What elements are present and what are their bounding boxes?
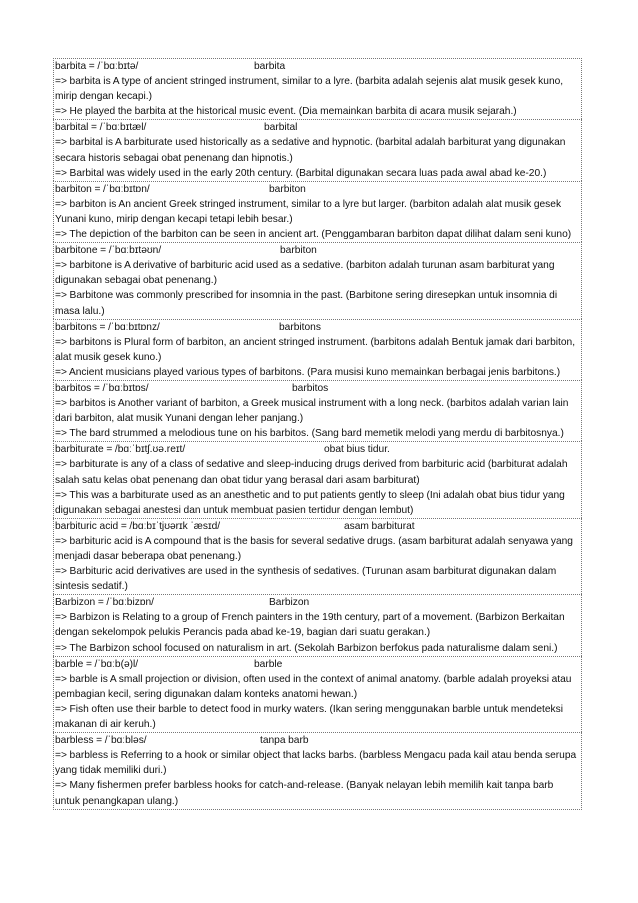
entry-barbitos	[53, 380, 582, 441]
definition: => barbitone is A derivative of barbituric acid used as a sedative. (barbiton adalah turunan asam barbiturat yang digunakan sebagai obat penenang.)	[55, 260, 555, 287]
entry-barbizon	[53, 594, 582, 655]
definition: => barbituric acid is A compound that is the basis for several sedative drugs. (asam barbiturat adalah senyawa yang menjadi dasar beberapa obat penenang.)	[55, 535, 573, 562]
entry-barbless	[53, 732, 582, 809]
entry-barbitone	[53, 242, 582, 318]
translation: barble	[254, 658, 283, 670]
definition: => barbital is A barbiturate used historically as a sedative and hypnotic. (barbital adalah barbiturat yang digunakan secara historis sebagai obat penenang dan hipnotis.)	[55, 137, 566, 164]
headword: barble = /ˈbɑːb(ə)l/	[55, 658, 139, 670]
headword: barbita = /ˈbɑːbɪtə/	[55, 61, 139, 72]
definition: => barbita is A type of ancient stringed instrument, similar to a lyre. (barbita adalah sejenis alat musik gesek kuno, mirip dengan kecapi.)	[55, 76, 564, 103]
entry-header	[54, 657, 581, 672]
headword: barbless = /ˈbɑːbləs/	[55, 735, 147, 747]
headword: barbituric acid = /bɑːbɪˈtjʊərɪk ˈæsɪd/	[55, 520, 221, 532]
entry-header	[54, 243, 581, 258]
entry-barbital	[53, 119, 582, 180]
entry-barbiton	[53, 181, 582, 242]
entry-header	[54, 595, 581, 610]
example: => This was a barbiturate used as an anesthetic and to put patients gently to sleep (Ini adalah obat bius tidur yang digunakan sebagai anestesi dan untuk membuat pasien tertidur dengan lembut)	[55, 489, 565, 516]
example: => He played the barbita at the historical music event. (Dia memainkan barbita di acara musik sejarah.)	[55, 106, 517, 118]
translation: barbitons	[279, 321, 321, 333]
headword: barbital = /ˈbɑːbɪtæl/	[55, 122, 147, 134]
definition: => barbiturate is any of a class of sedative and sleep-inducing drugs derived from barbituric acid (barbiturat adalah salah satu kelas obat penenang dan obat tidur yang berasal dari asam barbiturat)	[55, 459, 568, 486]
headword: barbitone = /ˈbɑːbɪtəʊn/	[55, 245, 162, 257]
entry-header	[54, 59, 581, 74]
example: => The Barbizon school focused on naturalism in art. (Sekolah Barbizon berfokus pada naturalisme dalam seni.)	[55, 642, 558, 654]
entry-barbitons	[53, 319, 582, 380]
translation: barbital	[264, 122, 298, 134]
translation: barbiton	[269, 183, 306, 195]
entry-header	[54, 519, 581, 534]
example: => Barbituric acid derivatives are used in the synthesis of sedatives. (Turunan asam barbiturat digunakan dalam sintesis sedatif.)	[55, 566, 557, 593]
example: => Many fishermen prefer barbless hooks for catch-and-release. (Banyak nelayan lebih memilih kait tanpa barb untuk penangkapan ulang.)	[55, 780, 554, 807]
translation: barbita	[254, 61, 286, 72]
example: => The bard strummed a melodious tune on his barbitos. (Sang bard memetik melodi yang merdu di barbitosnya.)	[55, 428, 564, 440]
definition: => barbless is Referring to a hook or similar object that lacks barbs. (barbless Mengacu pada kail atau benda serupa yang tidak memiliki duri.)	[55, 750, 577, 777]
example: => Fish often use their barble to detect food in murky waters. (Ikan sering menggunakan barble untuk mendeteksi makanan di air keruh.)	[55, 703, 563, 731]
translation: tanpa barb	[260, 735, 309, 747]
translation: Barbizon	[269, 597, 310, 609]
translation: asam barbiturat	[344, 520, 415, 532]
definition: => barble is A small projection or division, often used in the context of animal anatomy. (barble adalah proyeksi atau pembagian kecil, sering digunakan dalam konteks anatomi hewan.)	[55, 673, 572, 700]
headword: barbitons = /ˈbɑːbɪtɒnz/	[55, 321, 160, 333]
translation: barbiton	[280, 245, 317, 257]
headword: barbiton = /ˈbɑːbɪtɒn/	[55, 183, 150, 195]
headword: Barbizon = /ˈbɑːbizɒn/	[55, 597, 154, 609]
definition: => barbitons is Plural form of barbiton, an ancient stringed instrument. (barbitons adalah Bentuk jamak dari barbiton, alat musik gesek kuno.)	[55, 336, 576, 363]
entry-barbiturate	[53, 441, 582, 517]
example: => Barbital was widely used in the early 20th century. (Barbital digunakan secara luas pada awal abad ke-20.)	[55, 167, 547, 179]
translation: obat bius tidur.	[324, 444, 390, 456]
dictionary-sheet	[53, 58, 582, 810]
entry-header	[54, 182, 581, 197]
headword: barbiturate = /bɑːˈbɪtʃ.ʊə.reɪt/	[55, 444, 186, 456]
translation: barbitos	[292, 382, 329, 394]
entry-header	[54, 733, 581, 748]
definition: => barbiton is An ancient Greek stringed instrument, similar to a lyre but larger. (barbiton adalah alat musik gesek Yunani kuno, mirip dengan kecapi tetapi lebih besar.)	[55, 198, 562, 225]
headword: barbitos = /ˈbɑːbɪtɒs/	[55, 382, 149, 394]
entry-header	[54, 442, 581, 457]
entry-barbita	[53, 58, 582, 119]
example: => Barbitone was commonly prescribed for insomnia in the past. (Barbitone sering diresepkan untuk insomnia di masa lalu.)	[55, 290, 558, 317]
entry-header	[54, 381, 581, 396]
entry-header	[54, 120, 581, 135]
definition: => barbitos is Another variant of barbiton, a Greek musical instrument with a long neck. (barbitos adalah varian lain dari barbiton, alat musik Yunani dengan leher panjang.)	[55, 398, 569, 425]
definition: => Barbizon is Relating to a group of French painters in the 19th century, part of a movement. (Barbizon Berkaitan dengan sekelompok pelukis Perancis pada abad ke-19, bagian dari suatu gerakan.)	[55, 612, 565, 639]
entry-barbituric-acid	[53, 518, 582, 594]
example: => Ancient musicians played various types of barbitons. (Para musisi kuno memainkan berbagai jenis barbitons.)	[55, 366, 561, 378]
entry-header	[54, 320, 581, 335]
entry-barble	[53, 656, 582, 732]
example: => The depiction of the barbiton can be seen in ancient art. (Penggambaran barbiton dapat dilihat dalam seni kuno)	[55, 229, 572, 241]
